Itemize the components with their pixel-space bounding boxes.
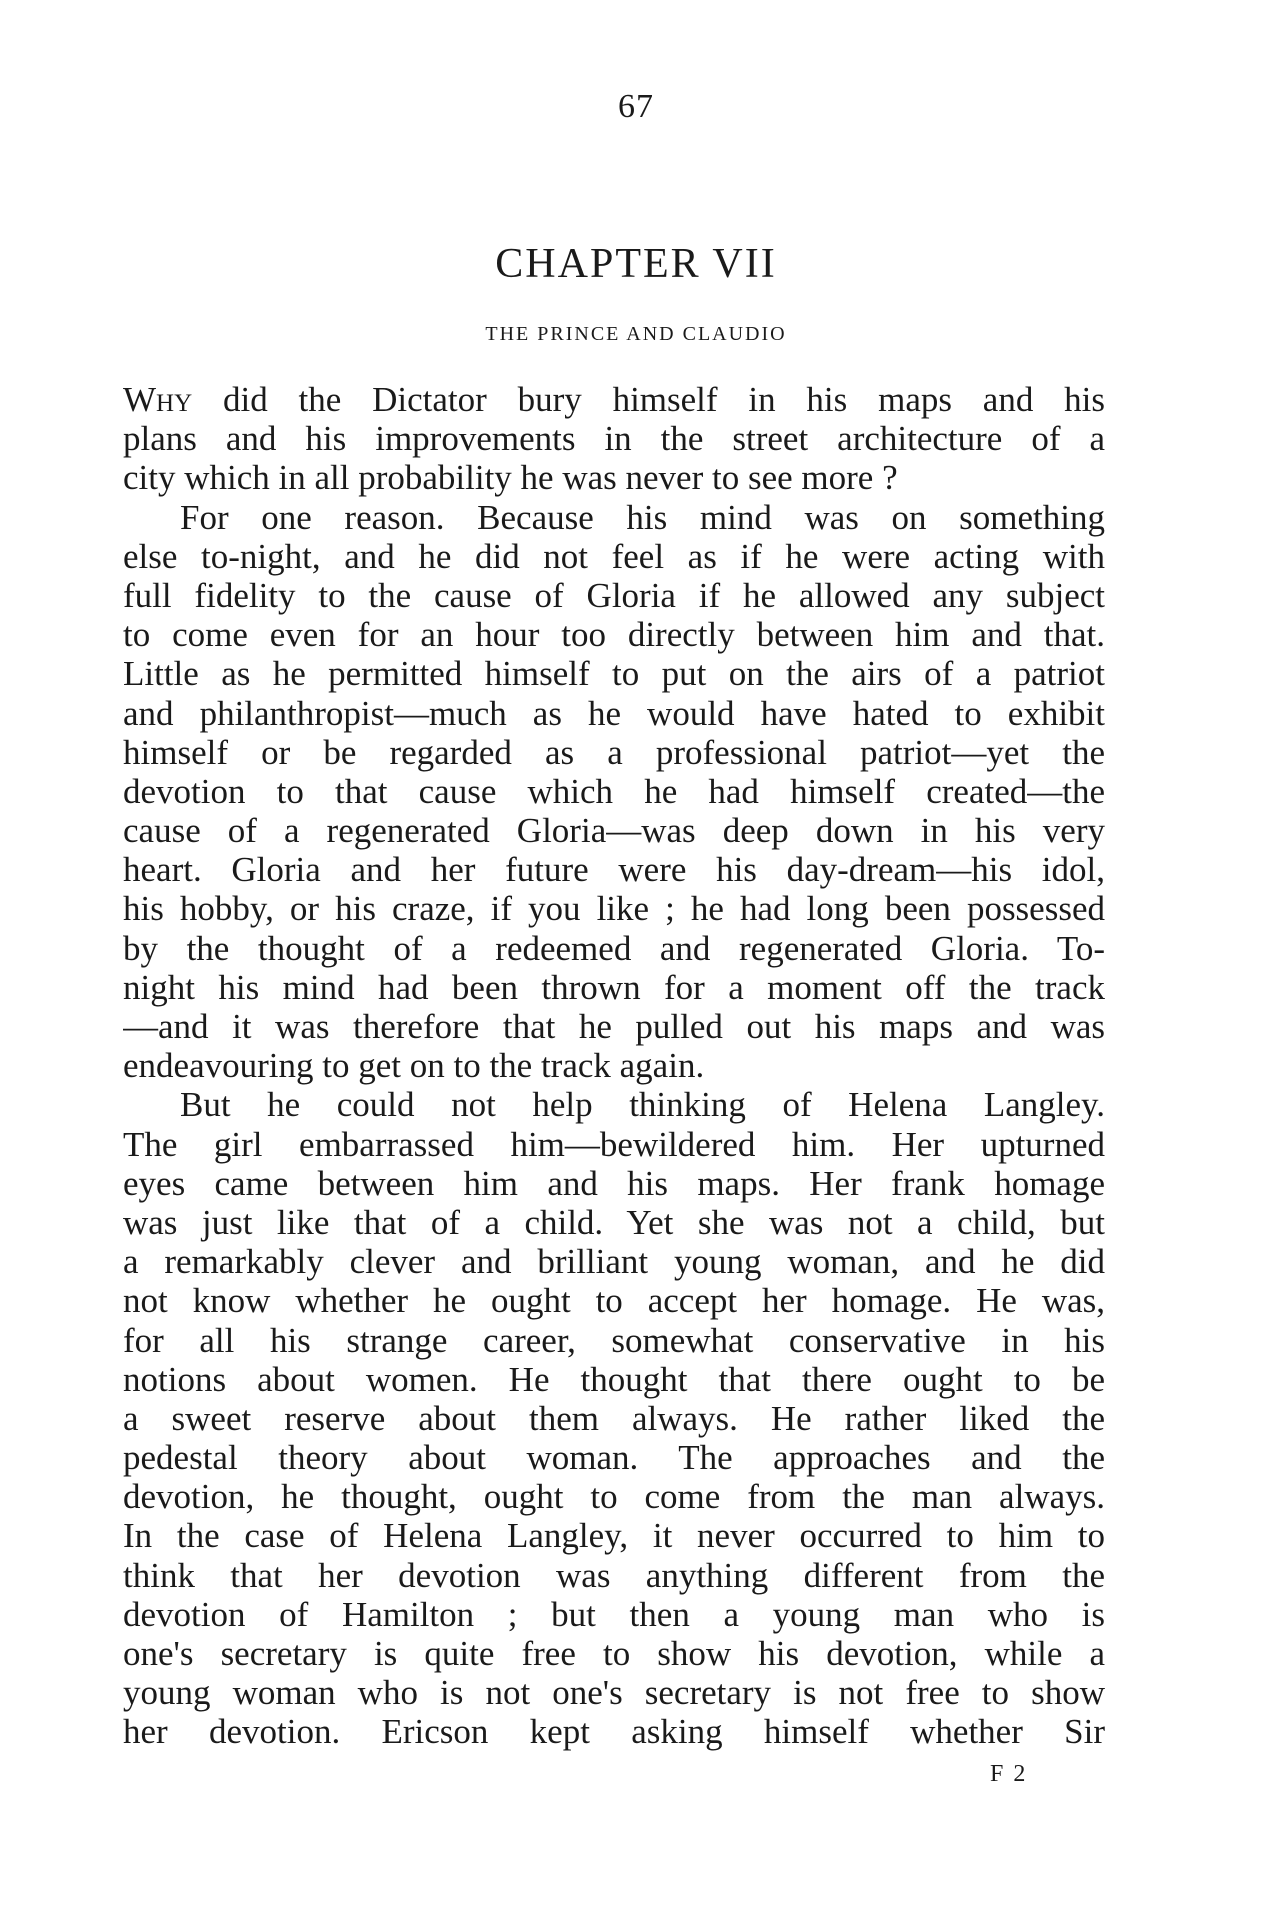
text-line: Little as he permitted himself to put on the airs of a patriot xyxy=(123,654,1105,694)
signature-mark: F 2 xyxy=(990,1761,1028,1787)
text-line: The girl embarrassed him—bewildered him. Her upturned xyxy=(123,1124,1105,1164)
text-line: one's secretary is quite free to show his devotion, while a xyxy=(123,1634,1105,1673)
text-line: by the thought of a redeemed and regenerated Gloria. To- xyxy=(123,928,1105,968)
text-line: notions about women. He thought that there ought to be xyxy=(123,1359,1105,1399)
text-line: think that her devotion was anything different from the xyxy=(123,1555,1105,1595)
text-line: —and it was therefore that he pulled out his maps and was xyxy=(123,1007,1105,1046)
text-line: heart. Gloria and her future were his day-dream—his idol, xyxy=(123,850,1105,890)
drop-word: Why xyxy=(123,380,193,419)
text-line: pedestal theory about woman. The approaches and the xyxy=(123,1438,1105,1478)
text-line: city which in all probability he was never to see more ? xyxy=(123,458,898,498)
text-line: and philanthropist—much as he would have hated to exhibit xyxy=(123,693,1105,733)
page-number: 67 xyxy=(618,88,654,125)
chapter-subtitle: THE PRINCE AND CLAUDIO xyxy=(485,323,787,345)
chapter-title: CHAPTER VII xyxy=(495,241,777,287)
text-line: eyes came between him and his maps. Her frank homage xyxy=(123,1163,1105,1203)
text-line: young woman who is not one's secretary is not free to show xyxy=(123,1673,1105,1713)
text-line: plans and his improvements in the street architecture of a xyxy=(123,419,1105,459)
text-line: for all his strange career, somewhat conservative in his xyxy=(123,1320,1105,1360)
text-line: night his mind had been thrown for a moment off the track xyxy=(123,967,1105,1007)
text-line: devotion, he thought, ought to come from the man always. xyxy=(123,1477,1105,1517)
chapter-body xyxy=(123,380,1105,1752)
text-line: For one reason. Because his mind was on something xyxy=(180,497,1105,537)
text-line: her devotion. Ericson kept asking himself whether Sir xyxy=(123,1712,1105,1752)
text-line: devotion to that cause which he had himself created—the xyxy=(123,771,1105,811)
text-line: not know whether he ought to accept her homage. He was, xyxy=(123,1281,1105,1321)
text-line: In the case of Helena Langley, it never occurred to him to xyxy=(123,1516,1105,1556)
text-line: a sweet reserve about them always. He rather liked the xyxy=(123,1398,1105,1438)
text-line: was just like that of a child. Yet she was not a child, but xyxy=(123,1202,1105,1242)
text-line: Why did the Dictator bury himself in his maps and his xyxy=(123,380,1105,419)
text-line: devotion of Hamilton ; but then a young man who is xyxy=(123,1594,1105,1634)
text-line: a remarkably clever and brilliant young woman, and he did xyxy=(123,1242,1105,1282)
text-line: cause of a regenerated Gloria—was deep down in his very xyxy=(123,811,1105,851)
text-line: else to-night, and he did not feel as if he were acting with xyxy=(123,536,1105,576)
text-line: his hobby, or his craze, if you like ; he had long been possessed xyxy=(123,889,1105,929)
text-line: endeavouring to get on to the track again. xyxy=(123,1046,705,1086)
text-line: himself or be regarded as a professional patriot—yet the xyxy=(123,732,1105,772)
text-line: But he could not help thinking of Helena Langley. xyxy=(180,1085,1105,1125)
text-line: full fidelity to the cause of Gloria if he allowed any subject xyxy=(123,575,1105,615)
text-line: to come even for an hour too directly between him and that. xyxy=(123,615,1105,655)
